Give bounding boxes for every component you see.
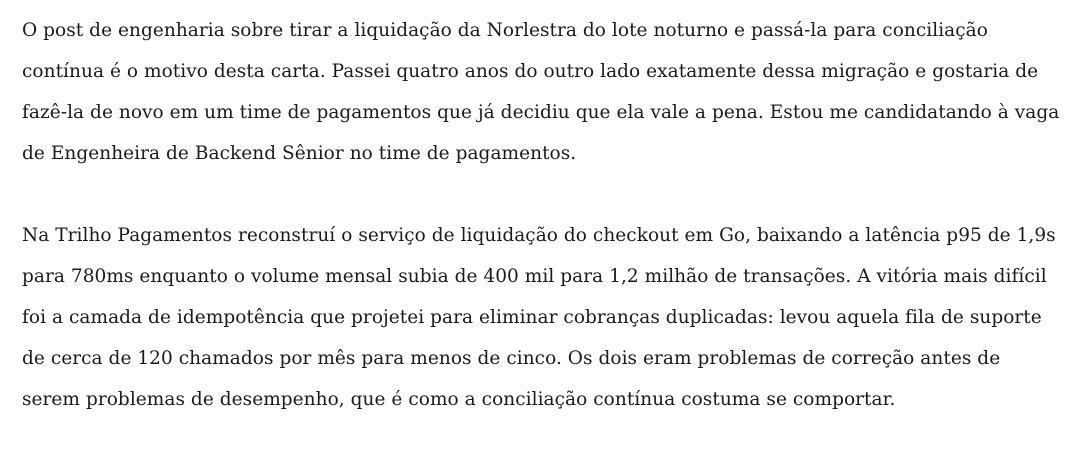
cover-letter-body xyxy=(22,10,1062,420)
paragraph-experience: Na Trilho Pagamentos reconstruí o serviço de liquidação do checkout em Go, baixando a latência p95 de 1,9s para 780ms enquanto o volume mensal subia de 400 mil para 1,2 milhão de transações. A vitória mais difícil foi a camada de idempotência que projetei para eliminar cobranças duplicadas: levou aquela fila de suporte de cerca de 120 chamados por mês para menos de cinco. Os dois eram problemas de correção antes de serem problemas de desempenho, que é como a conciliação contínua costuma se comportar. xyxy=(22,225,1056,410)
paragraph-intro: O post de engenharia sobre tirar a liquidação da Norlestra do lote noturno e passá-la para conciliação contínua é o motivo desta carta. Passei quatro anos do outro lado exatamente dessa migração e gostaria de fazê-la de novo em um time de pagamentos que já decidiu que ela vale a pena. Estou me candidatando à vaga de Engenheira de Backend Sênior no time de pagamentos. xyxy=(22,20,1060,164)
